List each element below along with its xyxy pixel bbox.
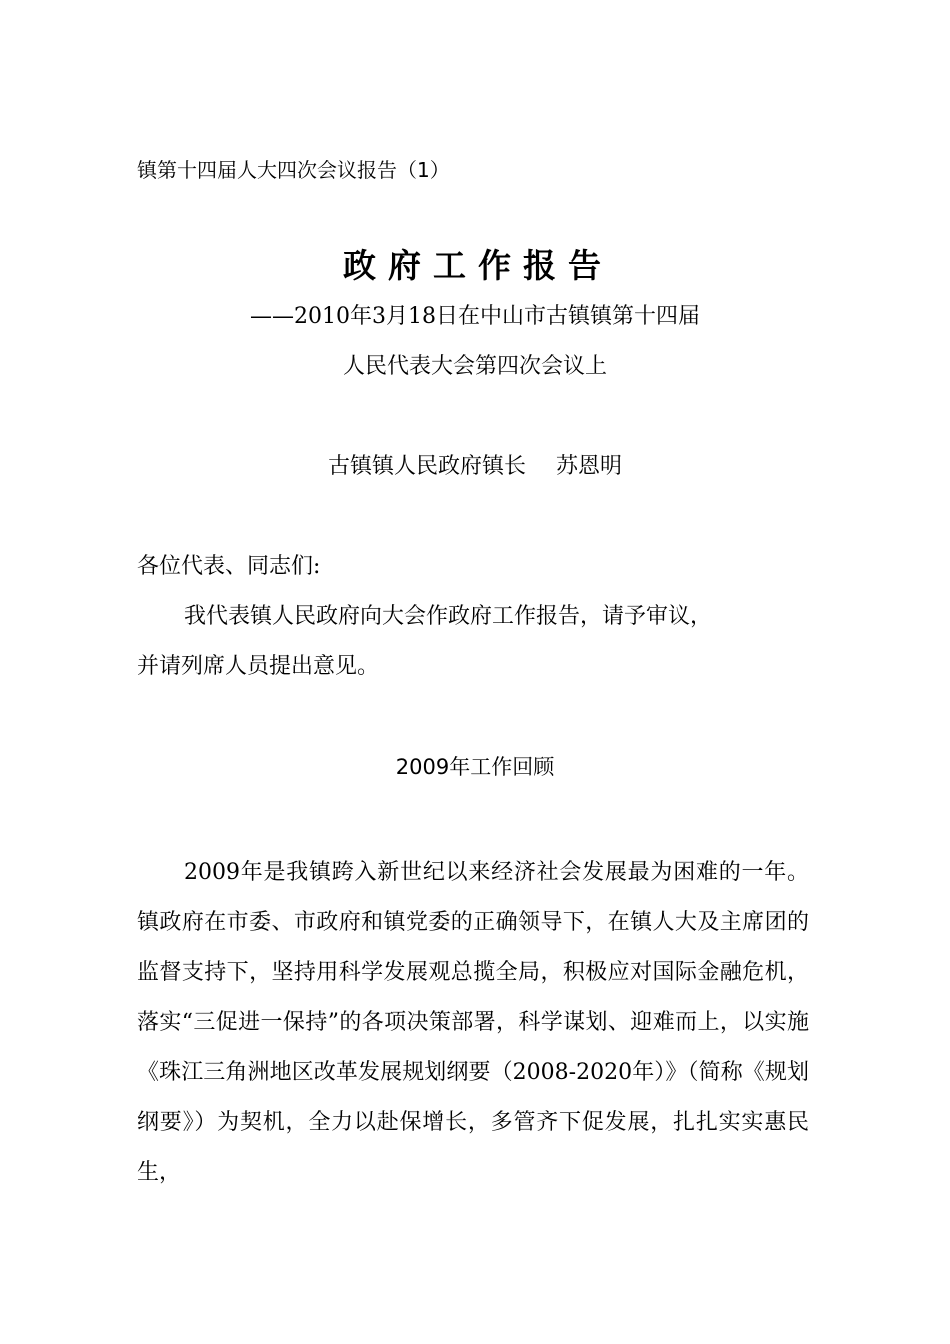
section-heading: 2009年工作回顾 — [395, 755, 555, 779]
intro-line-1: 我代表镇人民政府向大会作政府工作报告，请予审议， — [184, 604, 713, 629]
report-subtitle-line1: ——2010年3月18日在中山市古镇镇第十四届 — [250, 304, 700, 329]
salutation: 各位代表、同志们: — [137, 554, 321, 579]
author-name: 苏恩明 — [556, 454, 623, 479]
review-paragraph: 2009年是我镇跨入新世纪以来经济社会发展最为困难的一年。镇政府在市委、市政府和镇党委的正确领导下，在镇人大及主席团的监督支持下，坚持用科学发展观总揽全局，积极应对国际金融危机，落实“三促进一保持”的各项决策部署，科学谋划、迎难而上，以实施《珠江三角洲地区改革发展规划纲要（2008-2020年）》（简称《规划纲要》）为契机，全力以赴保增长，多管齐下促发展，扎扎实实惠民生， — [137, 860, 809, 1185]
report-title: 政府工作报告 — [343, 246, 613, 285]
document-header-label: 镇第十四届人大四次会议报告（1） — [137, 158, 450, 182]
report-author — [0, 452, 950, 482]
report-subtitle-line2: 人民代表大会第四次会议上 — [342, 354, 607, 379]
intro-line-2: 并请列席人员提出意见。 — [137, 654, 380, 679]
author-position: 古镇镇人民政府镇长 — [327, 454, 526, 479]
